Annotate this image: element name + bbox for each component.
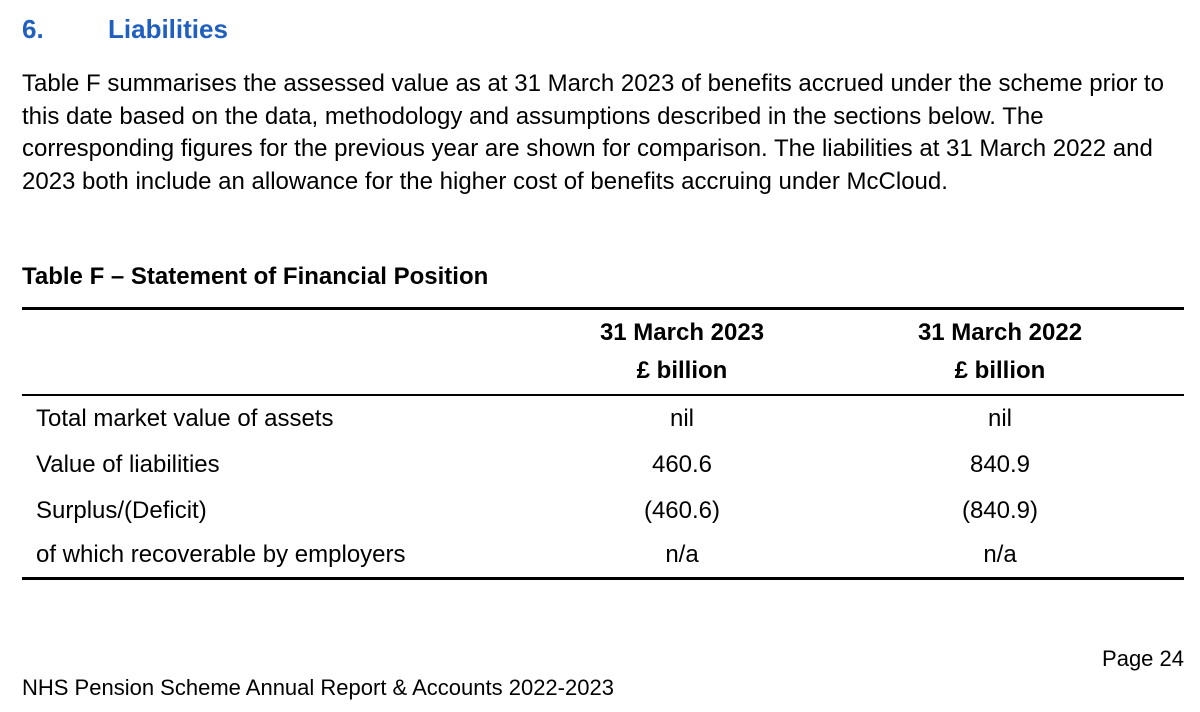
value-2023: nil — [669, 405, 694, 432]
page-number: Page 24 — [1102, 646, 1184, 671]
section-heading — [22, 14, 228, 45]
value-2023: 460.6 — [651, 451, 713, 478]
value-2022: (840.9) — [961, 497, 1039, 524]
row-label: of which recoverable by employers — [36, 541, 406, 568]
column-header-unit: £ billion — [954, 357, 1046, 384]
row-label: Surplus/(Deficit) — [36, 497, 207, 524]
value-2023: (460.6) — [643, 497, 721, 524]
column-header-unit: £ billion — [636, 357, 728, 384]
column-header-2022 — [840, 314, 1160, 390]
table-top-rule — [22, 307, 1184, 310]
table-title: Table F – Statement of Financial Position — [22, 263, 489, 290]
section-number: 6. — [22, 14, 44, 44]
section-title: Liabilities — [108, 14, 228, 44]
report-footer: NHS Pension Scheme Annual Report & Accounts 2022-2023 — [22, 675, 614, 700]
value-2022: 840.9 — [969, 451, 1031, 478]
column-header-date: 31 March 2022 — [917, 319, 1083, 346]
table-bottom-rule — [22, 577, 1184, 580]
row-label: Value of liabilities — [36, 451, 220, 478]
table-row — [22, 532, 1184, 578]
value-2023: n/a — [665, 541, 699, 568]
column-header-2023 — [522, 314, 842, 390]
value-2022: nil — [987, 405, 1012, 432]
intro-paragraph: Table F summarises the assessed value as at 31 March 2023 of benefits accrued under the scheme prior to this date based on the data, methodology and assumptions described in the sections below. The corresponding figures for the previous year are shown for comparison. The liabilities at 31 March 2022 and 2023 both include an allowance for the higher cost of benefits accruing under McCloud. — [22, 70, 1164, 195]
value-2022: n/a — [983, 541, 1017, 568]
row-label: Total market value of assets — [36, 405, 334, 432]
table-row — [22, 488, 1184, 534]
table-row — [22, 442, 1184, 488]
column-header-date: 31 March 2023 — [599, 319, 765, 346]
table-row — [22, 396, 1184, 442]
